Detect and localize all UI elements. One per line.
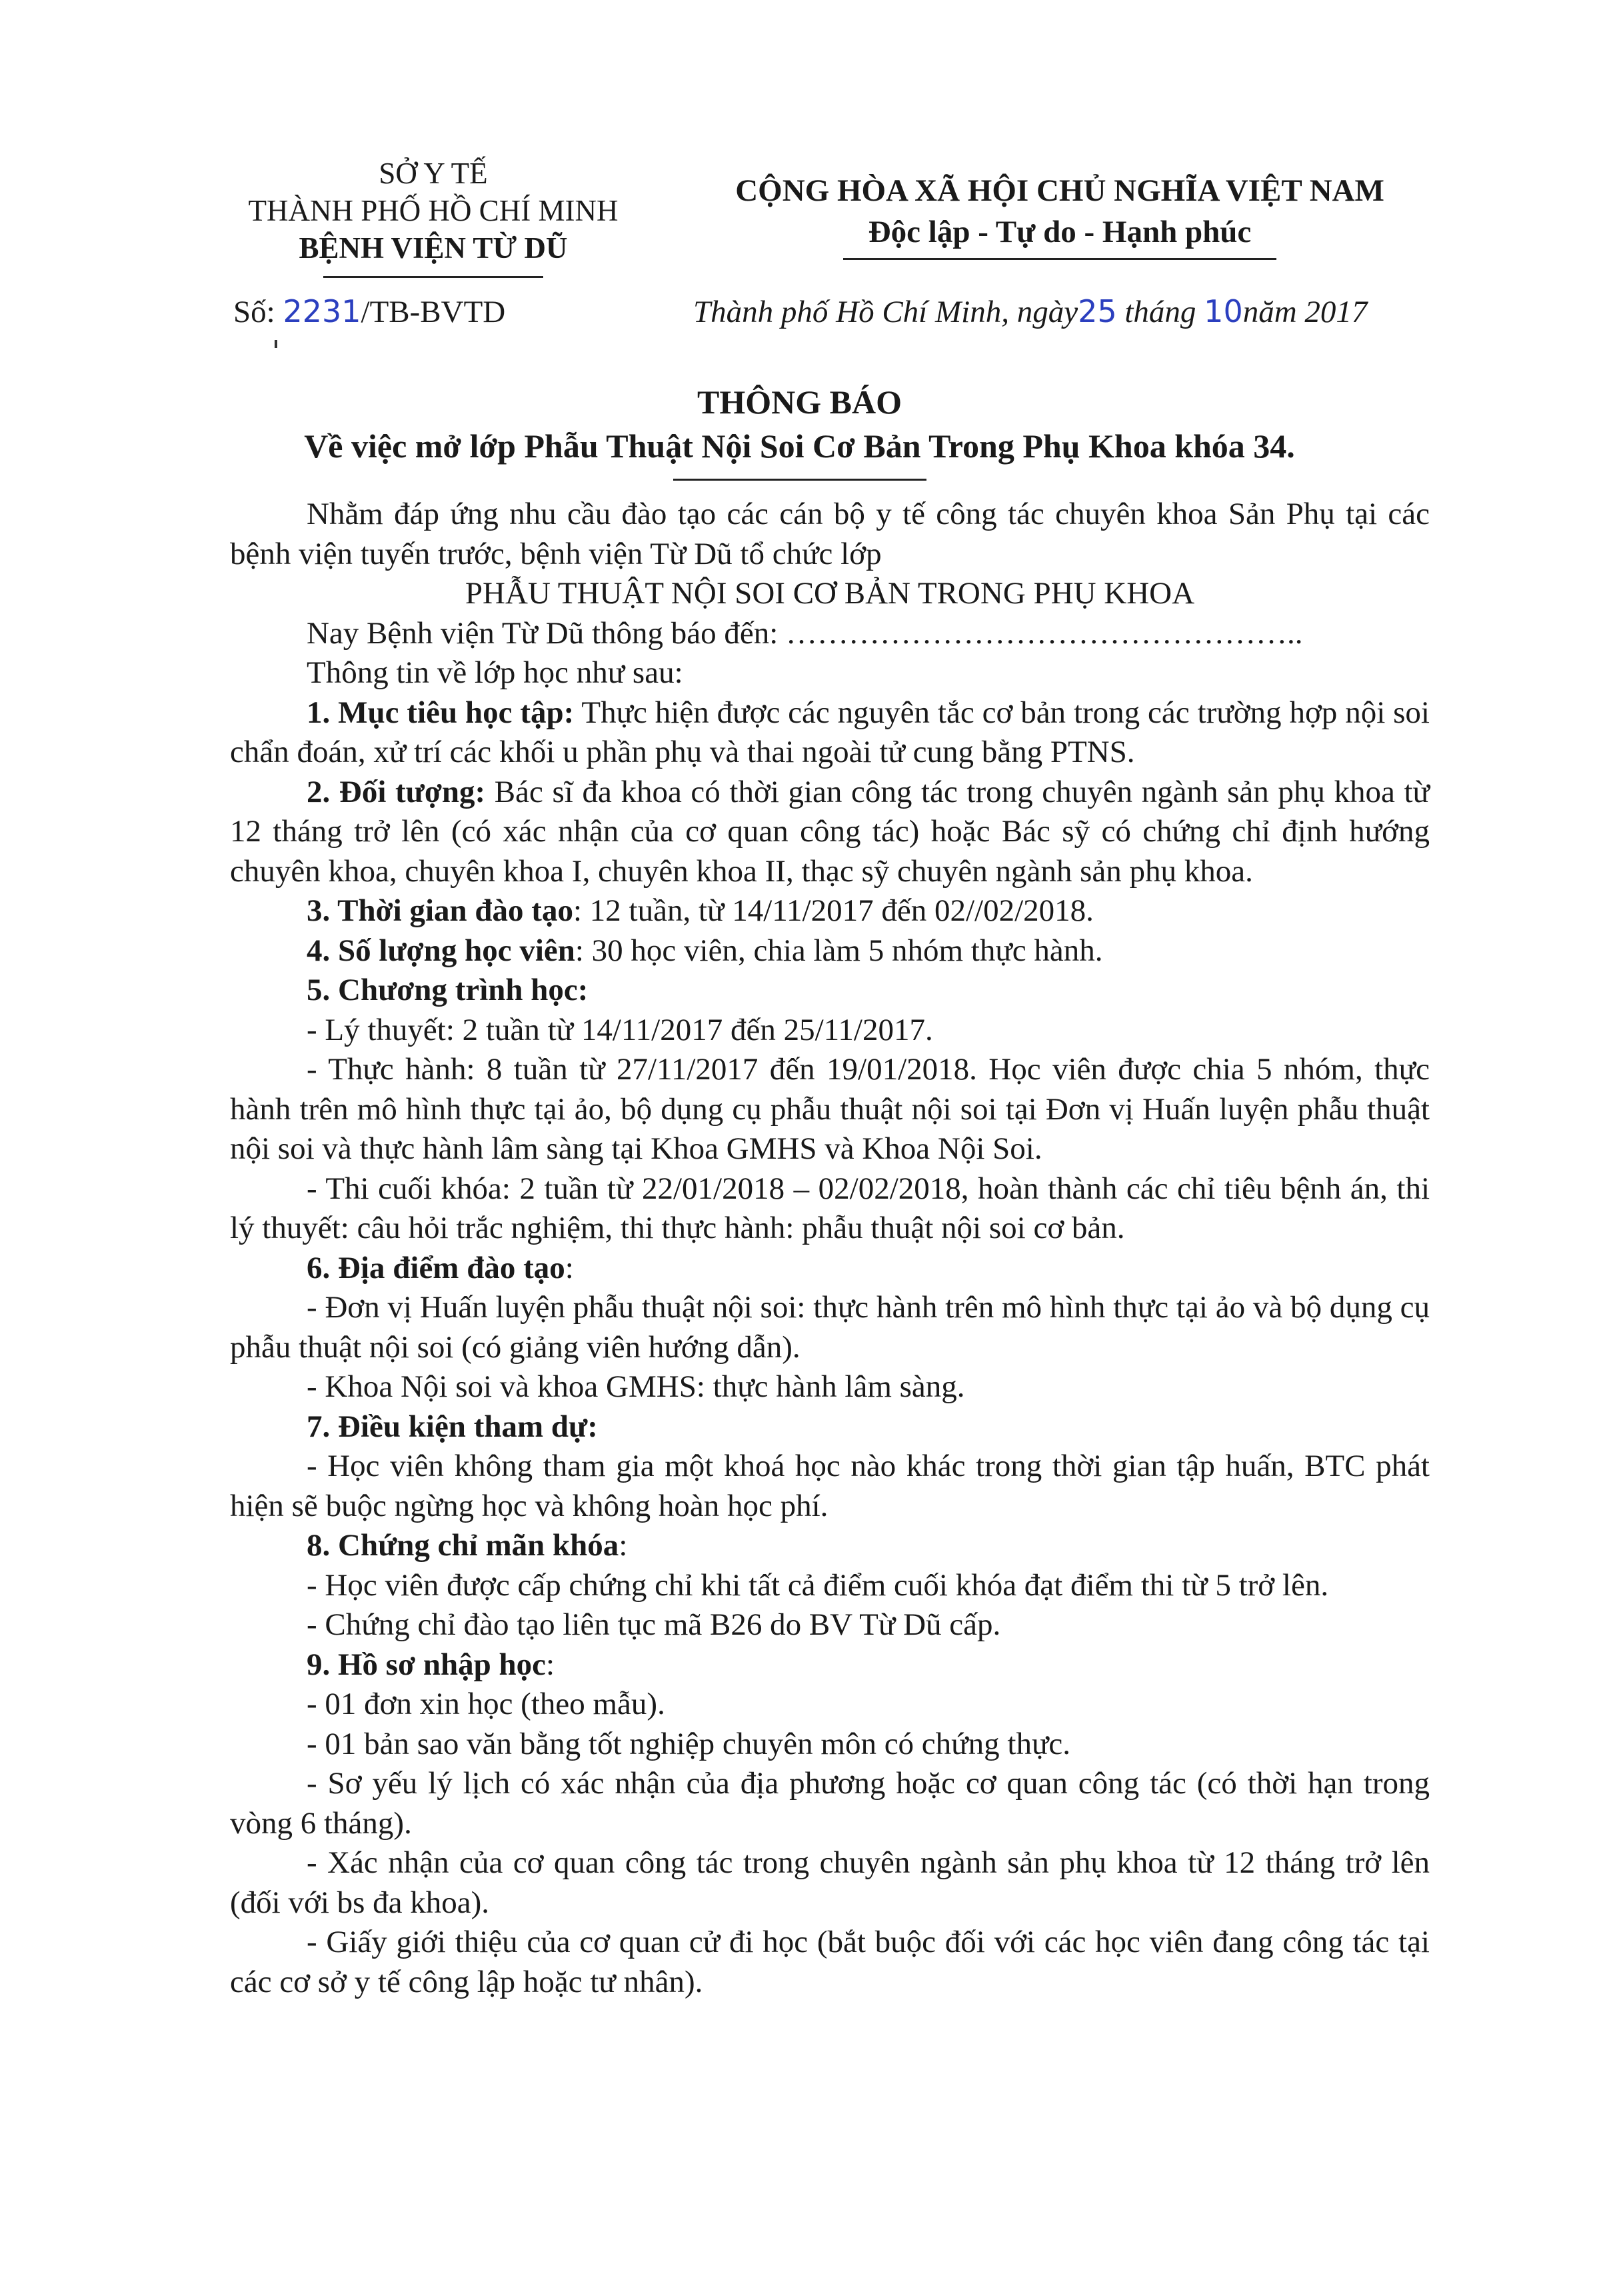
certificate-code: - Chứng chỉ đào tạo liên tục mã B26 do BV Từ Dũ cấp. (307, 1607, 1001, 1642)
section-label: 6. Địa điểm đào tạo (307, 1250, 565, 1285)
doc-application: - 01 đơn xin học (theo mẫu). (307, 1687, 665, 1721)
program-practice: - Thực hành: 8 tuần từ 27/11/2017 đến 19/01/2018. Học viên được chia 5 nhóm, thực hành trên mô hình thực tại ảo, bộ dụng cụ phẫu thuật nội soi tại Đơn vị Huấn luyện phẫu thuật nội soi và thực hành lâm sàng tại Khoa GMHS và Khoa Nội Soi. (230, 1052, 1430, 1166)
section-text: : 30 học viên, chia làm 5 nhóm thực hành. (575, 933, 1103, 968)
org-underline (323, 276, 543, 278)
section-text: Bác sĩ đa khoa có thời gian công tác trong chuyên ngành sản phụ khoa từ 12 tháng trở lên (có xác nhận của cơ quan công tác) hoặc Bác sỹ có chứng chỉ định hướng chuyên khoa, chuyên khoa I, chuyên khoa II, thạc sỹ chuyên ngành sản phụ khoa. (230, 774, 1430, 889)
section-colon: : (619, 1528, 628, 1563)
national-header (693, 170, 1426, 260)
number-suffix: /TB-BVTD (361, 295, 506, 329)
section-enrollment-docs (230, 1645, 1430, 1685)
section-audience (230, 773, 1430, 892)
section-capacity (230, 931, 1430, 971)
section-conditions-label: 7. Điều kiện tham dự: (307, 1409, 598, 1444)
program-final-exam: - Thi cuối khóa: 2 tuần từ 22/01/2018 – 02/02/2018, hoàn thành các chỉ tiêu bệnh án, thi lý thuyết: câu hỏi trắc nghiệm, thi thực hành: phẫu thuật nội soi cơ bản. (230, 1171, 1430, 1245)
section-colon: : (565, 1250, 574, 1285)
date-month-handwritten: 10 (1204, 293, 1243, 329)
section-location (230, 1249, 1430, 1289)
title-subtitle: Về việc mở lớp Phẫu Thuật Nội Soi Cơ Bản Trong Phụ Khoa khóa 34. (304, 427, 1295, 465)
section-colon: : (546, 1647, 555, 1682)
section-label: 1. Mục tiêu học tập: (307, 695, 575, 730)
date-prefix: Thành phố Hồ Chí Minh, ngày (693, 295, 1078, 329)
notify-recipient-line: Nay Bệnh viện Từ Dũ thông báo đến: ………………………………………….. (307, 615, 1303, 651)
number-prefix: Số: (233, 295, 275, 329)
document-number (233, 293, 505, 330)
info-intro: Thông tin về lớp học như sau: (307, 655, 683, 690)
doc-diploma: - 01 bản sao văn bằng tốt nghiệp chuyên môn có chứng thực. (307, 1726, 1071, 1761)
doc-work-confirmation: - Xác nhận của cơ quan công tác trong chuyên ngành sản phụ khoa từ 12 tháng trở lên (đối với bs đa khoa). (230, 1845, 1430, 1920)
ink-mark (275, 340, 277, 348)
program-theory: - Lý thuyết: 2 tuần từ 14/11/2017 đến 25/11/2017. (307, 1012, 933, 1047)
section-text: : 12 tuần, từ 14/11/2017 đến 02//02/2018. (573, 893, 1094, 928)
org-city: THÀNH PHỐ HỒ CHÍ MINH (248, 194, 619, 227)
notice-body (230, 495, 1430, 2002)
section-objectives (230, 693, 1430, 773)
certificate-condition: - Học viên được cấp chứng chỉ khi tất cả điểm cuối khóa đạt điểm thi từ 5 trở lên. (307, 1567, 1329, 1603)
doc-resume: - Sơ yếu lý lịch có xác nhận của địa phương hoặc cơ quan công tác (có thời hạn trong vòng 6 tháng). (230, 1766, 1430, 1841)
section-program-label: 5. Chương trình học: (307, 973, 589, 1007)
date-month-label: tháng (1124, 295, 1196, 329)
section-label: 4. Số lượng học viên (307, 933, 575, 968)
location-training-unit: - Đơn vị Huấn luyện phẫu thuật nội soi: thực hành trên mô hình thực tại ảo và bộ dụng cụ phẫu thuật nội soi (có giảng viên hướng dẫn). (230, 1290, 1430, 1365)
nation-name: CỘNG HÒA XÃ HỘI CHỦ NGHĨA VIỆT NAM (735, 173, 1384, 208)
org-department: SỞ Y TẾ (379, 157, 488, 190)
motto-underline (843, 258, 1276, 260)
section-certificate (230, 1526, 1430, 1566)
intro-paragraph: Nhằm đáp ứng nhu cầu đào tạo các cán bộ y tế công tác chuyên khoa Sản Phụ tại các bệnh viện tuyến trước, bệnh viện Từ Dũ tổ chức lớp (230, 497, 1430, 571)
title-underline (673, 479, 926, 481)
nation-motto: Độc lập - Tự do - Hạnh phúc (868, 215, 1252, 249)
section-duration (230, 891, 1430, 931)
section-label: 2. Đối tượng: (307, 774, 486, 809)
conditions-text: - Học viên không tham gia một khoá học nào khác trong thời gian tập huấn, BTC phát hiện sẽ buộc ngừng học và không hoàn học phí. (230, 1449, 1430, 1523)
section-text: Thực hiện được các nguyên tắc cơ bản trong các trường hợp nội soi chẩn đoán, xử trí các khối u phần phụ và thai ngoài tử cung bằng PTNS. (230, 695, 1430, 769)
date-year: năm 2017 (1242, 295, 1368, 329)
organization-header (200, 155, 667, 278)
date-day-handwritten: 25 (1078, 293, 1117, 329)
document-date (693, 293, 1367, 330)
doc-referral-letter: - Giấy giới thiệu của cơ quan cử đi học (bắt buộc đối với các học viên đang công tác tại các cơ sở y tế công lập hoặc tư nhân). (230, 1925, 1430, 1999)
number-handwritten: 2231 (283, 293, 361, 329)
title-heading: THÔNG BÁO (697, 383, 902, 421)
location-clinical: - Khoa Nội soi và khoa GMHS: thực hành lâm sàng. (307, 1369, 965, 1404)
notice-title (0, 380, 1599, 481)
section-label: 8. Chứng chỉ mãn khóa (307, 1528, 619, 1563)
section-label: 3. Thời gian đào tạo (307, 893, 573, 928)
course-name: PHẪU THUẬT NỘI SOI CƠ BẢN TRONG PHỤ KHOA (465, 576, 1195, 611)
org-hospital: BỆNH VIỆN TỪ DŨ (299, 231, 568, 265)
section-label: 9. Hồ sơ nhập học (307, 1647, 547, 1682)
